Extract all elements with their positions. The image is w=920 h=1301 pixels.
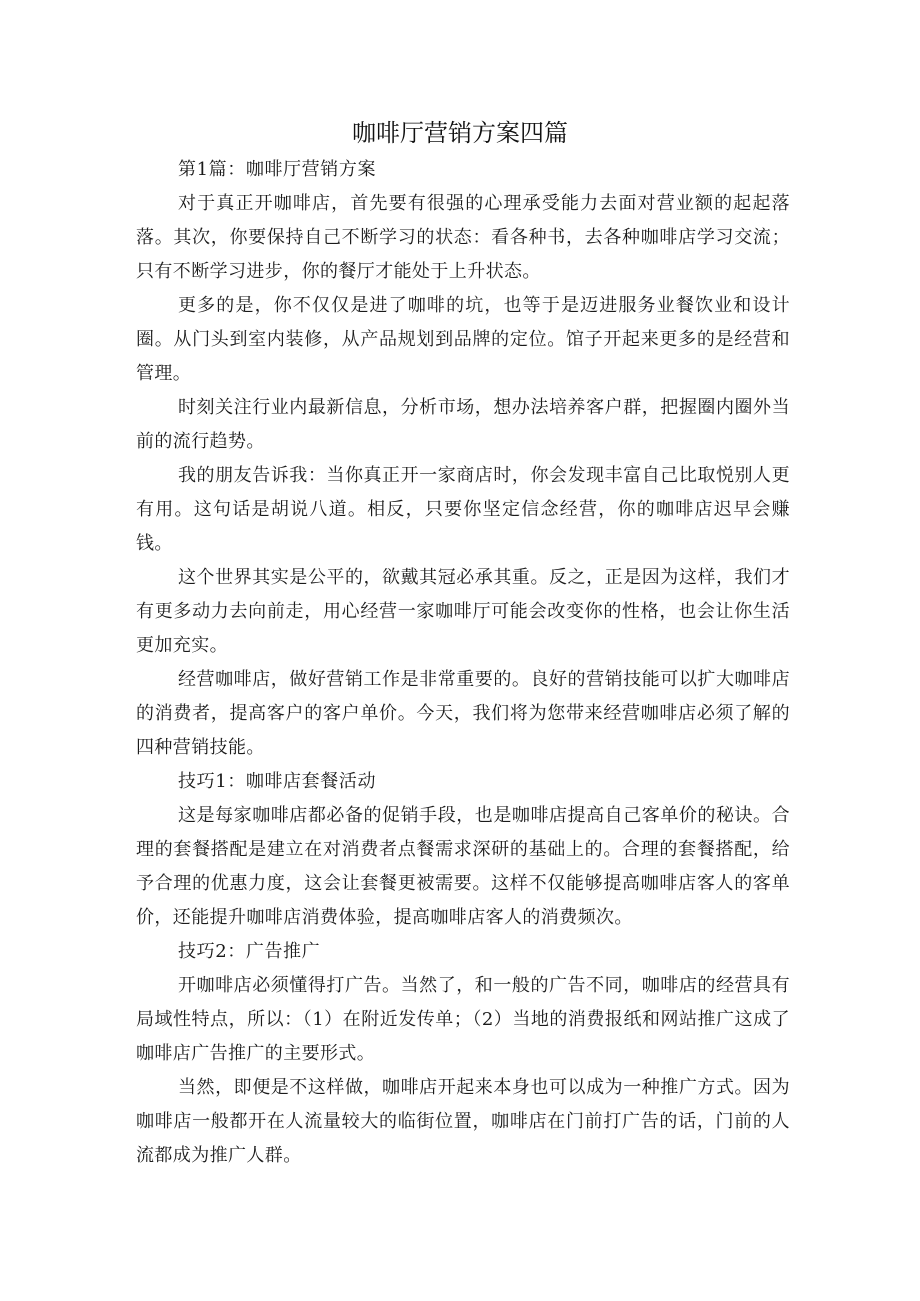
document-title: 咖啡厅营销方案四篇 xyxy=(352,119,568,147)
section-heading: 第1篇：咖啡厅营销方案 xyxy=(178,159,377,180)
paragraph: 这个世界其实是公平的，欲戴其冠必承其重。反之，正是因为这样，我们才有更多动力去向前走，用心经营一家咖啡厅可能会改变你的性格，也会让你生活更加充实。 xyxy=(136,567,790,656)
paragraph: 当然，即便是不这样做，咖啡店开起来本身也可以成为一种推广方式。因为咖啡店一般都开在人流量较大的临街位置，咖啡店在门前打广告的话，门前的人流都成为推广人群。 xyxy=(136,1077,790,1166)
paragraph: 更多的是，你不仅仅是进了咖啡的坑，也等于是迈进服务业餐饮业和设计圈。从门头到室内装修，从产品规划到品牌的定位。馆子开起来更多的是经营和管理。 xyxy=(136,295,790,384)
paragraph: 时刻关注行业内最新信息，分析市场，想办法培养客户群，把握圈内圈外当前的流行趋势。 xyxy=(136,397,790,452)
tip-heading: 技巧2：广告推广 xyxy=(178,941,321,962)
paragraph: 我的朋友告诉我：当你真正开一家商店时，你会发现丰富自己比取悦别人更有用。这句话是胡说八道。相反，只要你坚定信念经营，你的咖啡店迟早会赚钱。 xyxy=(136,465,790,554)
paragraph: 对于真正开咖啡店，首先要有很强的心理承受能力去面对营业额的起起落落。其次，你要保持自己不断学习的状态：看各种书，去各种咖啡店学习交流；只有不断学习进步，你的餐厅才能处于上升状态。 xyxy=(136,193,790,282)
document-body xyxy=(136,153,790,1173)
paragraph: 开咖啡店必须懂得打广告。当然了，和一般的广告不同，咖啡店的经营具有局域性特点，所以：（1）在附近发传单；（2）当地的消费报纸和网站推广这成了咖啡店广告推广的主要形式。 xyxy=(136,975,790,1064)
paragraph: 经营咖啡店，做好营销工作是非常重要的。良好的营销技能可以扩大咖啡店的消费者，提高客户的客户单价。今天，我们将为您带来经营咖啡店必须了解的四种营销技能。 xyxy=(136,669,790,758)
tip-heading: 技巧1：咖啡店套餐活动 xyxy=(178,771,377,792)
paragraph: 这是每家咖啡店都必备的促销手段，也是咖啡店提高自己客单价的秘诀。合理的套餐搭配是建立在对消费者点餐需求深研的基础上的。合理的套餐搭配，给予合理的优惠力度，这会让套餐更被需要。这样不仅能够提高咖啡店客人的客单价，还能提升咖啡店消费体验，提高咖啡店客人的消费频次。 xyxy=(136,805,790,928)
